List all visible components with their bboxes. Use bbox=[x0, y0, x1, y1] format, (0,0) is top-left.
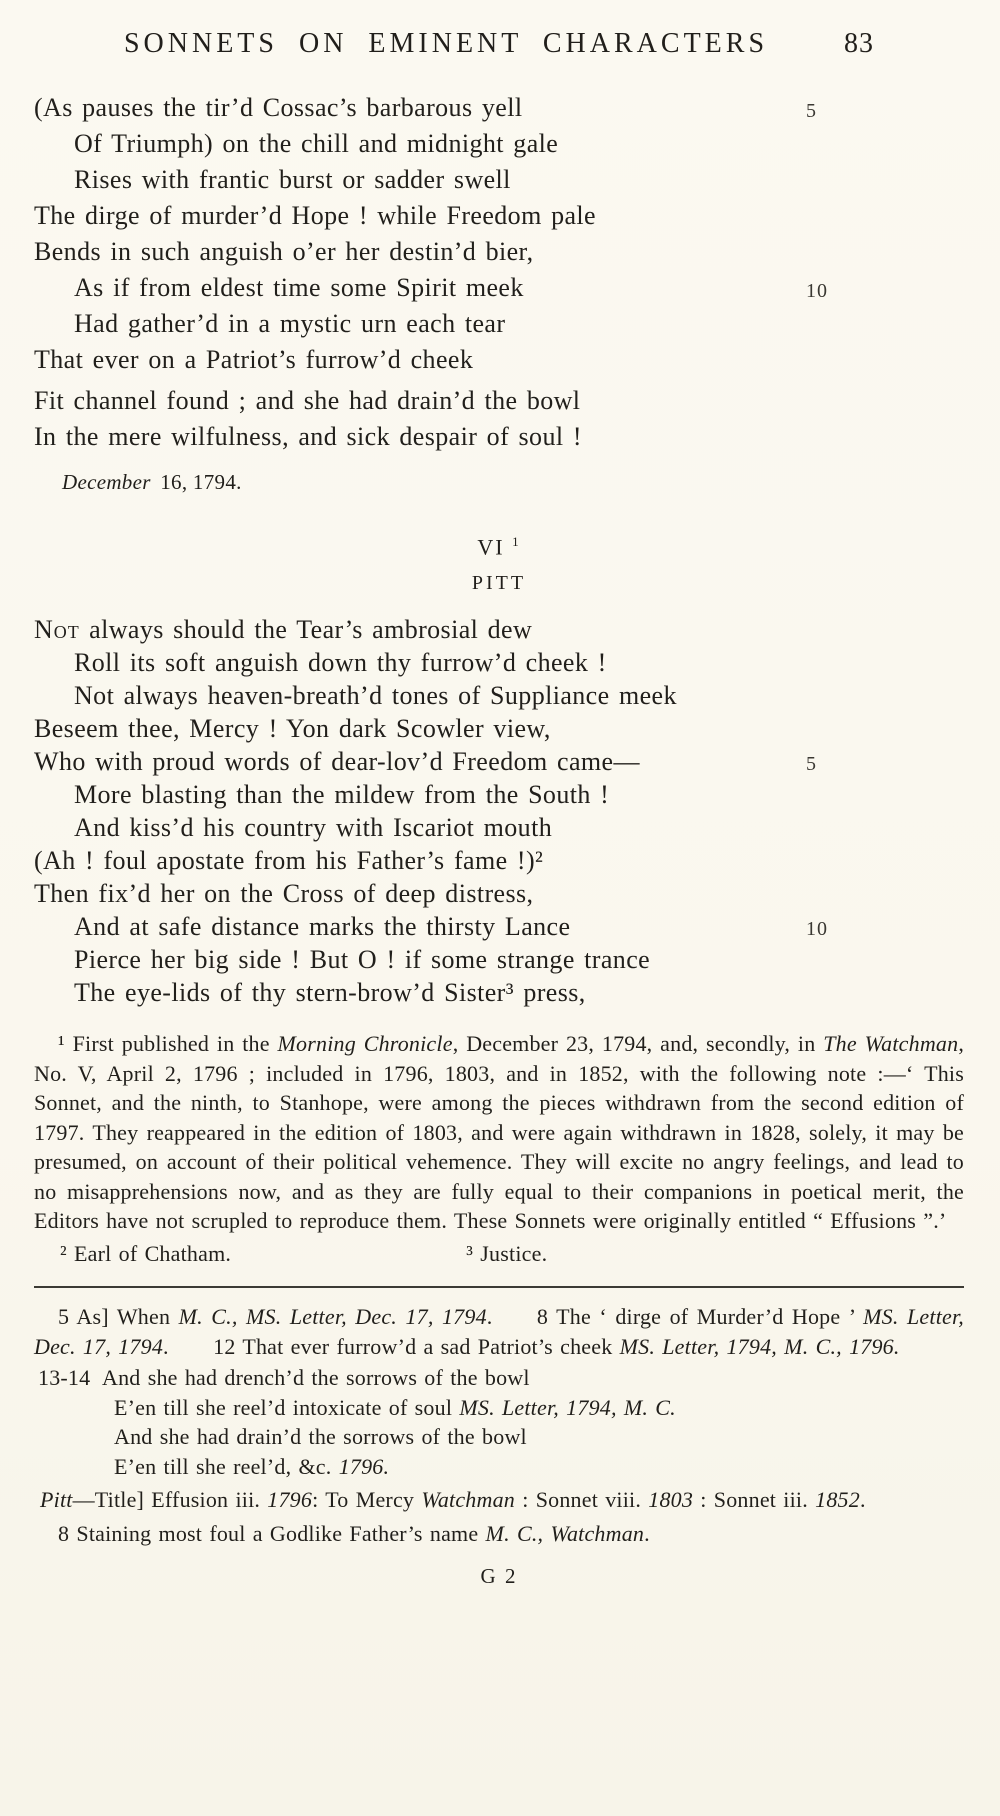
poem-line bbox=[34, 811, 964, 844]
poem-line-text-rest: always should the Tear’s ambrosial dew bbox=[79, 615, 533, 645]
text-segment: . bbox=[644, 1520, 650, 1546]
poem-line-text: That ever on a Patriot’s furrow’d cheek bbox=[34, 345, 474, 374]
footnote-1 bbox=[34, 1029, 964, 1236]
text-segment: , December 23, 1794, and, secondly, in bbox=[452, 1031, 824, 1057]
footnote-refs-row bbox=[34, 1239, 964, 1269]
poem-line bbox=[34, 976, 964, 1009]
poem-line-text: Had gather’d in a mystic urn each tear bbox=[74, 309, 506, 338]
text-segment: —Title] Effusion iii. bbox=[72, 1487, 268, 1513]
poem-line-text: Fit channel found ; and she had drain’d the bowl bbox=[34, 386, 581, 415]
text-segment: E’en till she reel’d intoxicate of soul bbox=[114, 1394, 460, 1420]
poem-line-text: Who with proud words of dear-lov’d Freedom came— bbox=[34, 747, 640, 777]
section-numeral: VI bbox=[477, 534, 505, 560]
text-segment: . bbox=[859, 1487, 866, 1513]
apparatus-line-8-variant bbox=[34, 1519, 964, 1549]
text-segment: And she had drain’d the sorrows of the bowl bbox=[114, 1424, 527, 1450]
text-segment: . 12 That ever furrow’d a sad Patriot’s cheek bbox=[163, 1333, 620, 1359]
text-segment: : Sonnet viii. bbox=[515, 1487, 649, 1513]
poem-line bbox=[34, 646, 964, 679]
siglum-italic: 1796. bbox=[338, 1453, 390, 1479]
poem-line-text: And at safe distance marks the thirsty Lance bbox=[74, 912, 571, 942]
apparatus-line bbox=[34, 1393, 964, 1423]
poem-line-text: (Ah ! foul apostate from his Father’s fame !)² bbox=[34, 846, 544, 876]
text-segment: 8 Staining most foul a Godlike Father’s name bbox=[58, 1520, 486, 1546]
text-segment: 5 As] When bbox=[58, 1304, 179, 1330]
footnote-3: ³ Justice. bbox=[466, 1240, 548, 1266]
poem-line-text: Roll its soft anguish down thy furrow’d cheek ! bbox=[74, 648, 607, 678]
poem-line bbox=[34, 679, 964, 712]
poem-line-text: Bends in such anguish o’er her destin’d bier, bbox=[34, 237, 534, 266]
poem-line bbox=[34, 943, 964, 976]
siglum-italic: MS. Letter, 1794, M. C., 1796. bbox=[619, 1333, 900, 1359]
poem-line-number: 10 bbox=[806, 280, 828, 302]
work-title-italic: Morning Chronicle bbox=[277, 1031, 453, 1057]
poem-line bbox=[34, 877, 964, 910]
poem-line-text: Not always heaven-breath’d tones of Suppliance meek bbox=[74, 681, 677, 711]
apparatus-title-variants bbox=[34, 1485, 964, 1515]
poem-line bbox=[34, 419, 964, 455]
apparatus-criticus bbox=[34, 1302, 964, 1548]
poem-line bbox=[34, 342, 964, 378]
siglum-italic: M. C., MS. Letter, Dec. 17, 1794 bbox=[178, 1304, 487, 1330]
footnotes-section bbox=[34, 1029, 964, 1268]
siglum-italic: M. C., Watchman bbox=[485, 1520, 645, 1546]
poem-line-text: (As pauses the tir’d Cossac’s barbarous yell bbox=[34, 93, 523, 122]
poem-line bbox=[34, 270, 964, 306]
poem-line-text: As if from eldest time some Spirit meek bbox=[74, 273, 524, 302]
poem-ref-italic: Pitt bbox=[40, 1487, 73, 1513]
poem-line bbox=[34, 745, 964, 778]
text-segment: . 8 The ‘ dirge of Murder’d Hope ’ bbox=[486, 1304, 864, 1330]
poem-line-number: 5 bbox=[806, 100, 817, 122]
poem-line-text: And kiss’d his country with Iscariot mouth bbox=[74, 813, 553, 843]
text-segment: : To Mercy bbox=[312, 1487, 422, 1513]
poem-line bbox=[34, 613, 964, 646]
poem-line bbox=[34, 778, 964, 811]
siglum-italic: MS. Letter, Dec. 17, 1794 bbox=[34, 1304, 964, 1359]
poem-line-text bbox=[34, 615, 532, 644]
text-segment: E’en till she reel’d, &c. bbox=[114, 1453, 339, 1479]
apparatus-line bbox=[34, 1452, 964, 1482]
poem-line-text: The dirge of murder’d Hope ! while Freedom pale bbox=[34, 201, 596, 230]
poem-line bbox=[34, 198, 964, 234]
poem-line-text: Rises with frantic burst or sadder swell bbox=[74, 165, 511, 194]
poem-line bbox=[34, 910, 964, 943]
poem-date bbox=[62, 464, 964, 500]
printer-signature: G 2 bbox=[480, 1564, 518, 1589]
line-range-label: 13-14 bbox=[38, 1365, 91, 1391]
poem-line bbox=[34, 306, 964, 342]
siglum-italic: 1796 bbox=[267, 1487, 313, 1513]
apparatus-variant-13-14 bbox=[34, 1363, 964, 1481]
siglum-italic: 1803 bbox=[648, 1487, 694, 1513]
poem-line-text: More blasting than the mildew from the South ! bbox=[74, 780, 610, 810]
siglum-italic: 1852 bbox=[815, 1487, 860, 1513]
poem-line bbox=[34, 162, 964, 198]
section-divider-rule bbox=[34, 1286, 964, 1288]
footnote-2: ² Earl of Chatham. bbox=[60, 1240, 232, 1266]
poem-line-text: Of Triumph) on the chill and midnight gale bbox=[74, 129, 559, 158]
page-header bbox=[34, 28, 964, 60]
poem-line bbox=[34, 126, 964, 162]
poem-line-text: In the mere wilfulness, and sick despair of soul ! bbox=[34, 422, 582, 451]
poem-line bbox=[34, 712, 964, 745]
poem-line-text: The eye-lids of thy stern-brow’d Sister³ press, bbox=[74, 978, 586, 1008]
poem-line-text: Pierce her big side ! But O ! if some strange trance bbox=[74, 945, 651, 975]
text-segment: : Sonnet iii. bbox=[693, 1487, 816, 1513]
poem-title: PITT bbox=[471, 572, 527, 595]
running-title: SONNETS ON EMINENT CHARACTERS bbox=[123, 28, 769, 59]
text-segment: And she had drench’d the sorrows of the bowl bbox=[102, 1365, 530, 1391]
text-segment: ¹ First published in the bbox=[58, 1031, 278, 1057]
footnote-ref-1: 1 bbox=[512, 534, 521, 549]
poem-date-month: December bbox=[62, 470, 151, 494]
section-heading bbox=[34, 534, 964, 560]
poem-line bbox=[34, 90, 964, 126]
poem-line bbox=[34, 383, 964, 419]
poem-line-text: Then fix’d her on the Cross of deep distress, bbox=[34, 879, 534, 909]
opening-word: Not bbox=[34, 615, 80, 645]
page-number: 83 bbox=[844, 28, 875, 59]
poem-line-number: 10 bbox=[806, 918, 828, 941]
poem-date-rest: 16, 1794. bbox=[154, 470, 242, 494]
siglum-italic: MS. Letter, 1794, M. C. bbox=[459, 1394, 676, 1420]
text-segment: , No. V, April 2, 1796 ; included in 1796, 1803, and in 1852, with the following note :—‘ This Sonnet, and the ninth, to Stanhope, were among the pieces withdrawn from the second edition of 1797. They reappeared in the edition of 1803, and were again withdrawn in 1828, solely, it may be presumed, on account of their political vehemence. They will excite no angry feelings, and lead to no misapprehensions now, and as they are fully equal to their companions in poetical merit, the Editors have not scrupled to reproduce them. These Sonnets were originally entitled “ Effusions ”.’ bbox=[34, 1031, 965, 1234]
work-title-italic: The Watchman bbox=[823, 1031, 959, 1057]
apparatus-line bbox=[34, 1422, 964, 1452]
siglum-italic: Watchman bbox=[421, 1487, 515, 1513]
sonnet-vi-pitt bbox=[34, 613, 964, 1009]
poem-line bbox=[34, 844, 964, 877]
apparatus-variants-para bbox=[34, 1302, 964, 1361]
poem-line-number: 5 bbox=[806, 753, 817, 776]
poem-line-text: Beseem thee, Mercy ! Yon dark Scowler view, bbox=[34, 714, 551, 744]
poem-line bbox=[34, 234, 964, 270]
apparatus-line bbox=[34, 1363, 964, 1393]
sonnet-v-continuation bbox=[34, 90, 964, 500]
